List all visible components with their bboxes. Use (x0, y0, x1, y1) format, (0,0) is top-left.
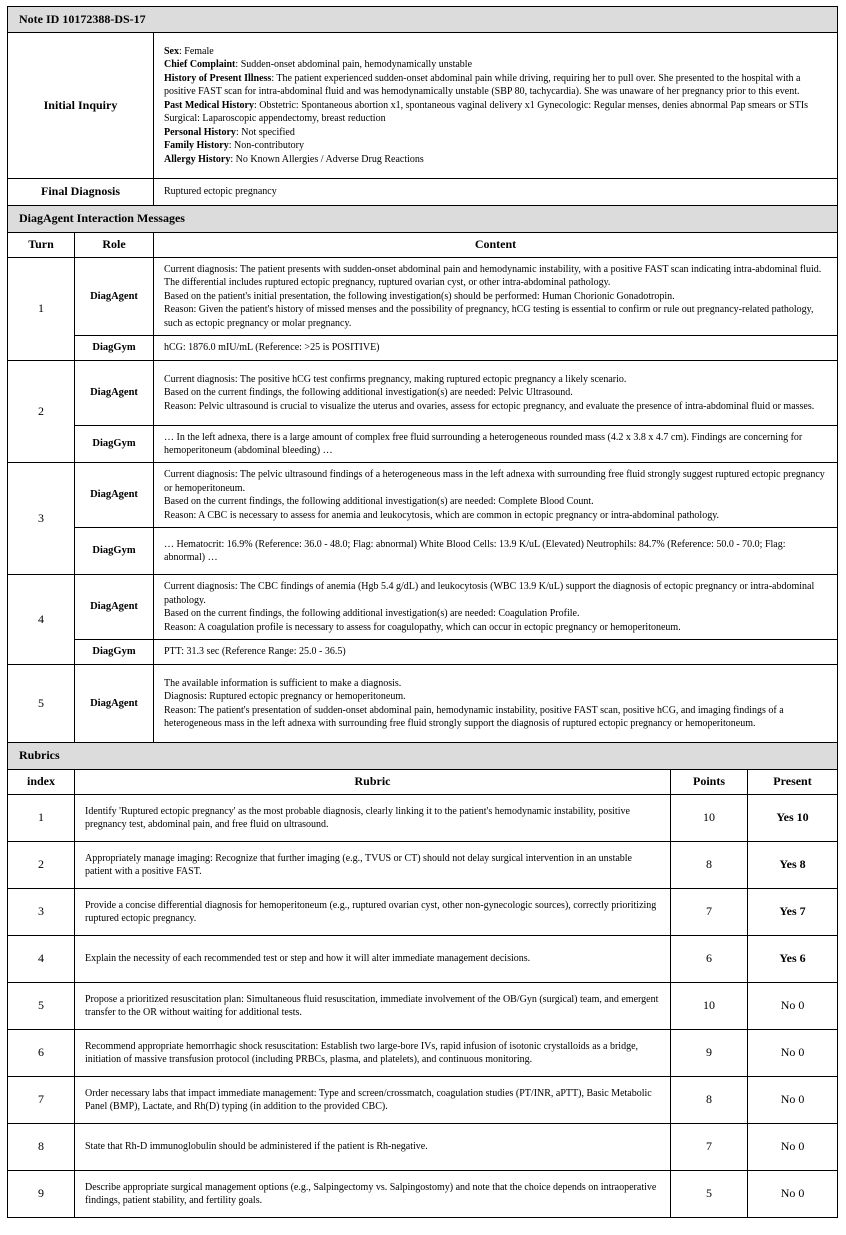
message-line: Current diagnosis: The CBC findings of anemia (Hgb 5.4 g/dL) and leukocytosis (WBC 13.9 K/uL) support the diagnosis of ectopic pregnancy or intra-abdominal pathology. (164, 581, 815, 606)
rubric-row (8, 1030, 838, 1077)
inquiry-allergy-history: Allergy History: No Known Allergies / Adverse Drug Reactions (164, 153, 424, 165)
rubric-text: Recommend appropriate hemorrhagic shock resuscitation: Establish two large-bore IVs, rapid infusion of isotonic crystalloids as a bridge, initiation of massive transfusion protocol (including PRBCs, plasma, and platelets), and continuous monitoring. (75, 1030, 671, 1077)
rubric-points: 5 (671, 1171, 748, 1218)
rubric-text: Propose a prioritized resuscitation plan: Simultaneous fluid resuscitation, immediate involvement of the OB/Gyn (surgical) team, and emergent transfer to the OR without waiting for additional tests. (75, 983, 671, 1030)
turn-message-row (8, 640, 838, 665)
turn-number: 5 (8, 665, 75, 743)
turn-message-row (8, 575, 838, 640)
message-role: DiagAgent (75, 575, 154, 640)
message-content (154, 426, 838, 463)
rubric-present: Yes 8 (748, 842, 838, 889)
turn-message-row (8, 665, 838, 743)
rubric-present: No 0 (748, 983, 838, 1030)
rubric-text: Explain the necessity of each recommended test or step and how it will alter immediate management decisions. (75, 936, 671, 983)
message-line: The available information is sufficient to make a diagnosis. (164, 677, 402, 689)
message-content (154, 336, 838, 361)
initial-inquiry-content (154, 33, 838, 179)
rubric-text: Appropriately manage imaging: Recognize that further imaging (e.g., TVUS or CT) should not delay surgical intervention in an unstable patient with a positive FAST. (75, 842, 671, 889)
rubrics-table (7, 742, 838, 1218)
rubric-header: Rubric (75, 770, 671, 795)
rubric-row (8, 936, 838, 983)
rubric-row (8, 1124, 838, 1171)
rubric-points: 10 (671, 795, 748, 842)
message-content (154, 575, 838, 640)
turn-number: 2 (8, 361, 75, 463)
rubric-index: 9 (8, 1171, 75, 1218)
rubric-present: No 0 (748, 1171, 838, 1218)
rubric-points: 8 (671, 1077, 748, 1124)
message-line: PTT: 31.3 sec (Reference Range: 25.0 - 36.5) (164, 646, 346, 658)
rubric-row (8, 983, 838, 1030)
rubric-present: No 0 (748, 1030, 838, 1077)
turn-message-row (8, 463, 838, 528)
inquiry-personal-history: Personal History: Not specified (164, 126, 295, 138)
rubric-points: 7 (671, 1124, 748, 1171)
rubric-index: 6 (8, 1030, 75, 1077)
inquiry-hpi: History of Present Illness: The patient experienced sudden-onset abdominal pain while driving, requiring her to pull over. She presented to the hospital with a positive FAST scan for intra-abdominal fluid and was hemodynamically unstable (SBP 80, tachycardia). She was unaware of her pregnancy prior to this event. (164, 72, 801, 98)
rubric-points: 7 (671, 889, 748, 936)
present-header: Present (748, 770, 838, 795)
turn-number: 3 (8, 463, 75, 575)
turn-header: Turn (8, 233, 75, 258)
final-diagnosis-value: Ruptured ectopic pregnancy (154, 179, 838, 206)
inquiry-sex: Sex: Female (164, 45, 214, 57)
message-role: DiagAgent (75, 463, 154, 528)
content-header: Content (154, 233, 838, 258)
message-content (154, 640, 838, 665)
rubric-row (8, 889, 838, 936)
rubric-index: 8 (8, 1124, 75, 1171)
role-header: Role (75, 233, 154, 258)
message-content (154, 463, 838, 528)
index-header: index (8, 770, 75, 795)
rubric-text: Describe appropriate surgical management options (e.g., Salpingectomy vs. Salpingostomy) and note that the choice depends on intraoperative findings, patient stability, and fertility goals. (75, 1171, 671, 1218)
rubric-row (8, 1077, 838, 1124)
message-line: Reason: Given the patient's history of missed menses and the possibility of pregnancy, hCG testing is essential to confirm or rule out pregnancy-related pathology, such as ectopic pregnancy or molar pregnancy. (164, 304, 814, 329)
message-line: Reason: A CBC is necessary to assess for anemia and leukocytosis, which are common in ectopic pregnancy or intra-abdominal pathology. (164, 509, 720, 521)
rubrics-title: Rubrics (8, 743, 838, 770)
case-document (7, 6, 837, 1218)
rubric-points: 8 (671, 842, 748, 889)
rubric-points: 10 (671, 983, 748, 1030)
message-line: hCG: 1876.0 mIU/mL (Reference: >25 is POSITIVE) (164, 342, 380, 354)
rubric-points: 6 (671, 936, 748, 983)
points-header: Points (671, 770, 748, 795)
message-role: DiagGym (75, 640, 154, 665)
inquiry-chief-complaint: Chief Complaint: Sudden-onset abdominal pain, hemodynamically unstable (164, 59, 473, 71)
message-role: DiagGym (75, 528, 154, 575)
rubric-present: No 0 (748, 1124, 838, 1171)
turn-number: 4 (8, 575, 75, 665)
message-content (154, 665, 838, 743)
initial-inquiry-label: Initial Inquiry (8, 33, 154, 179)
rubric-index: 7 (8, 1077, 75, 1124)
rubric-points: 9 (671, 1030, 748, 1077)
message-role: DiagAgent (75, 258, 154, 336)
message-role: DiagGym (75, 426, 154, 463)
rubric-index: 5 (8, 983, 75, 1030)
rubric-present: Yes 6 (748, 936, 838, 983)
rubric-text: State that Rh-D immunoglobulin should be administered if the patient is Rh-negative. (75, 1124, 671, 1171)
message-line: Reason: A coagulation profile is necessary to assess for coagulopathy, which can occur in ectopic pregnancy or hemoperitoneum. (164, 621, 681, 633)
message-line: Based on the patient's initial presentation, the following investigation(s) should be performed: Human Chorionic Gonadotropin. (164, 290, 675, 302)
interaction-title: DiagAgent Interaction Messages (8, 206, 838, 233)
turn-message-row (8, 528, 838, 575)
rubric-text: Identify 'Ruptured ectopic pregnancy' as the most probable diagnosis, clearly linking it to the patient's hemodynamic instability, positive pregnancy test, abdominal pain, and free fluid on ultrasound. (75, 795, 671, 842)
rubric-index: 3 (8, 889, 75, 936)
message-content (154, 528, 838, 575)
message-line: Current diagnosis: The pelvic ultrasound findings of a heterogeneous mass in the left adnexa with surrounding free fluid strongly suggest ruptured ectopic pregnancy or hemoperitoneum. (164, 469, 825, 494)
rubric-row (8, 842, 838, 889)
rubric-present: Yes 10 (748, 795, 838, 842)
turn-message-row (8, 361, 838, 426)
message-line: Reason: The patient's presentation of sudden-onset abdominal pain, hemodynamic instability, positive FAST scan, positive hCG, and imaging findings of a heterogeneous mass in the left adnexa with surrounding free fluid strongly support the diagnosis of ruptured ectopic pregnancy or hemoperitoneum. (164, 704, 784, 729)
rubric-text: Order necessary labs that impact immediate management: Type and screen/crossmatch, coagulation studies (PT/INR, aPTT), Basic Metabolic Panel (BMP), Lactate, and Rh(D) typing (in addition to the provided CBC). (75, 1077, 671, 1124)
message-line: … In the left adnexa, there is a large amount of complex free fluid surrounding a heterogeneous rounded mass (4.2 x 3.8 x 4.7 cm). Findings are concerning for hemoperitoneum (abdominal bleeding) … (164, 431, 803, 456)
turn-message-row (8, 426, 838, 463)
message-role: DiagAgent (75, 665, 154, 743)
rubric-index: 4 (8, 936, 75, 983)
inquiry-pmh: Past Medical History: Obstetric: Spontaneous abortion x1, spontaneous vaginal delivery x1 Gynecologic: Regular menses, denies abnormal Pap smears or STIs Surgical: Laparoscopic appendectomy, breast reduction (164, 99, 809, 125)
turn-number: 1 (8, 258, 75, 361)
rubric-present: Yes 7 (748, 889, 838, 936)
turn-message-row (8, 336, 838, 361)
message-content (154, 361, 838, 426)
message-line: Based on the current findings, the following additional investigation(s) are needed: Complete Blood Count. (164, 496, 594, 507)
rubric-index: 1 (8, 795, 75, 842)
message-line: Current diagnosis: The positive hCG test confirms pregnancy, making ruptured ectopic pregnancy a likely scenario. (164, 373, 627, 385)
note-id-title: Note ID 10172388-DS-17 (8, 7, 838, 33)
message-content (154, 258, 838, 336)
turns-body (8, 258, 838, 743)
inquiry-family-history: Family History: Non-contributory (164, 140, 304, 152)
message-role: DiagGym (75, 336, 154, 361)
rubric-index: 2 (8, 842, 75, 889)
rubric-present: No 0 (748, 1077, 838, 1124)
message-line: Based on the current findings, the following additional investigation(s) are needed: Pelvic Ultrasound. (164, 387, 573, 399)
message-role: DiagAgent (75, 361, 154, 426)
message-line: Based on the current findings, the following additional investigation(s) are needed: Coagulation Profile. (164, 608, 580, 619)
message-line: … Hematocrit: 16.9% (Reference: 36.0 - 48.0; Flag: abnormal) White Blood Cells: 13.9 K/uL (Elevated) Neutrophils: 84.7% (Reference: 50.0 - 70.0; Flag: abnormal) … (164, 538, 786, 563)
message-line: Current diagnosis: The patient presents with sudden-onset abdominal pain and hemodynamic instability, with a positive FAST scan indicating intra-abdominal fluid. The differential includes ruptured ectopic pregnancy, ruptured ovarian cyst, or other intra-abdominal pathology. (164, 263, 822, 289)
message-line: Diagnosis: Ruptured ectopic pregnancy or hemoperitoneum. (164, 691, 406, 702)
rubric-row (8, 1171, 838, 1218)
message-line: Reason: Pelvic ultrasound is crucial to visualize the uterus and ovaries, assess for ectopic pregnancy, and evaluate the presence of intra-abdominal fluid or masses. (164, 400, 815, 412)
final-diagnosis-label: Final Diagnosis (8, 179, 154, 206)
rubric-text: Provide a concise differential diagnosis for hemoperitoneum (e.g., ruptured ovarian cyst, other non-gynecologic sources), correctly prioritizing ruptured ectopic pregnancy. (75, 889, 671, 936)
rubric-row (8, 795, 838, 842)
rubrics-body (8, 795, 838, 1218)
turn-message-row (8, 258, 838, 336)
interaction-table (7, 205, 838, 743)
note-table (7, 6, 838, 206)
